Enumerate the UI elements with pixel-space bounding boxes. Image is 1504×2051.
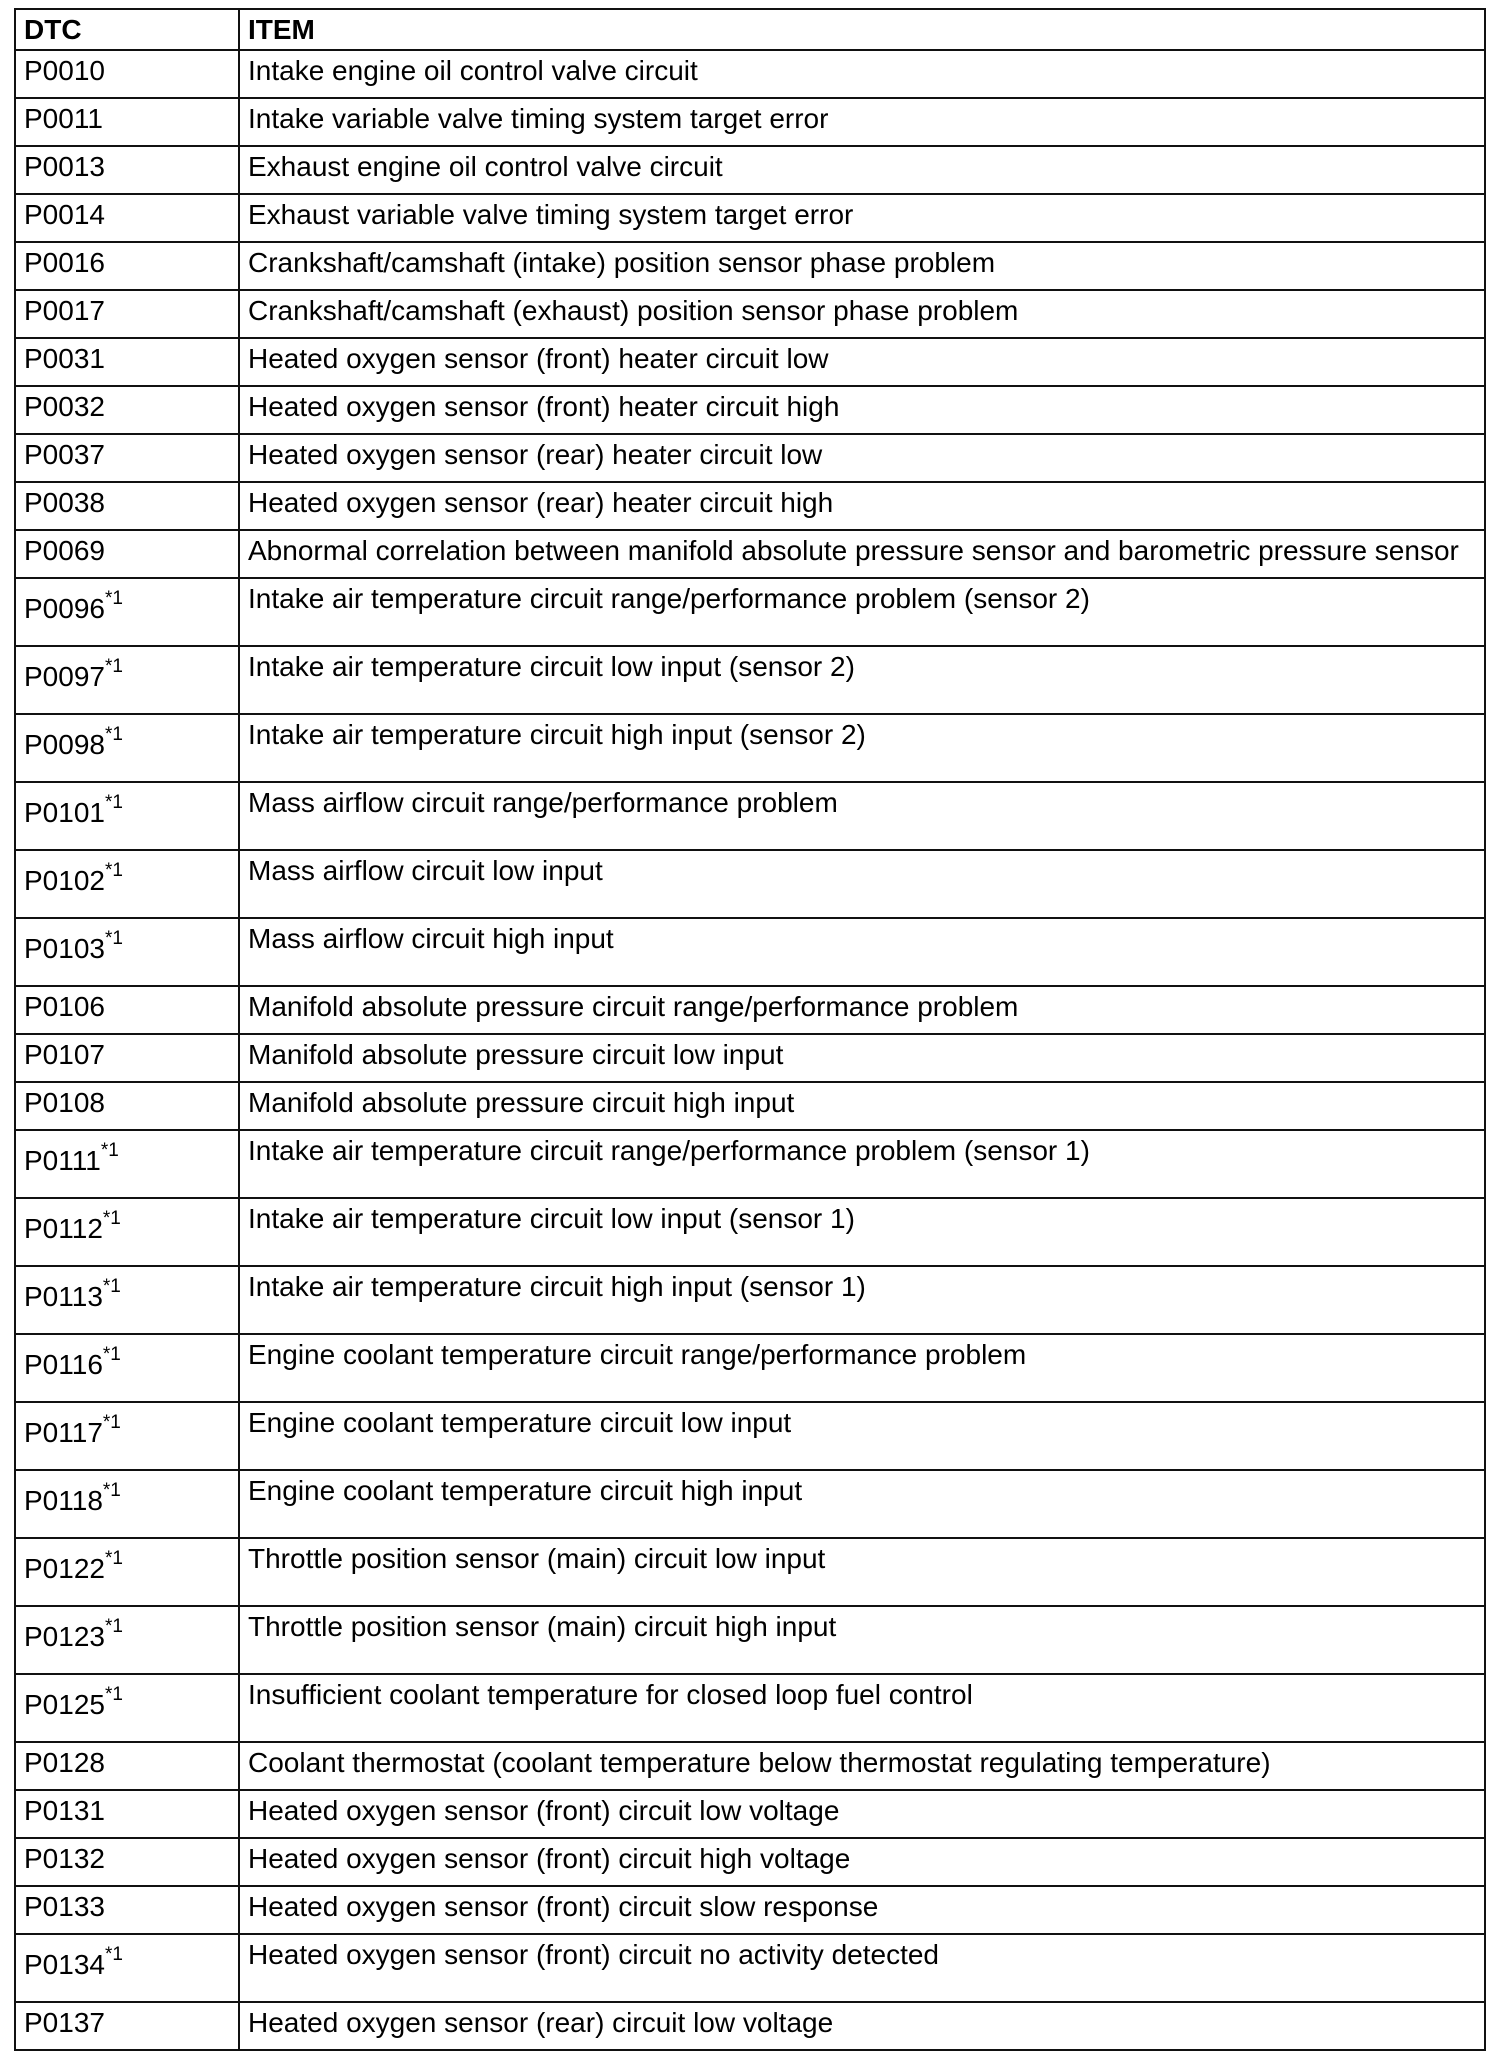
- dtc-code: [24, 1747, 105, 1778]
- table-row: [15, 1198, 1485, 1266]
- table-row: [15, 1402, 1485, 1470]
- table-row: [15, 2002, 1485, 2050]
- table-row: [15, 338, 1485, 386]
- dtc-code-text: P0032: [24, 391, 105, 422]
- dtc-code-text: P0038: [24, 487, 105, 518]
- dtc-item-cell: Heated oxygen sensor (front) circuit no activity detected: [239, 1934, 1485, 2002]
- dtc-item-cell: Manifold absolute pressure circuit high input: [239, 1082, 1485, 1130]
- dtc-item-cell: Heated oxygen sensor (rear) heater circuit high: [239, 482, 1485, 530]
- dtc-code-cell: [15, 1606, 239, 1674]
- dtc-code: [24, 1207, 121, 1244]
- dtc-code-text: P0096: [24, 593, 105, 624]
- dtc-code-cell: [15, 986, 239, 1034]
- footnote-marker: *1: [104, 791, 123, 813]
- header-dtc: DTC: [15, 9, 239, 50]
- table-row: [15, 986, 1485, 1034]
- dtc-code: [24, 587, 123, 624]
- dtc-item-cell: Throttle position sensor (main) circuit low input: [239, 1538, 1485, 1606]
- dtc-code: [24, 927, 123, 964]
- dtc-code: [24, 723, 123, 760]
- table-row: [15, 578, 1485, 646]
- dtc-code-cell: [15, 194, 239, 242]
- footnote-marker: *1: [100, 1139, 119, 1161]
- dtc-code-text: P0037: [24, 439, 105, 470]
- footnote-marker: *1: [102, 1275, 121, 1297]
- footnote-marker: *1: [104, 1547, 123, 1569]
- dtc-code-text: P0118: [24, 1485, 103, 1516]
- footnote-marker: *1: [104, 1683, 123, 1705]
- table-row: [15, 1886, 1485, 1934]
- dtc-code-cell: [15, 242, 239, 290]
- dtc-code-cell: [15, 1470, 239, 1538]
- dtc-code: [24, 1139, 119, 1176]
- dtc-code: [24, 391, 105, 422]
- dtc-code-cell: [15, 146, 239, 194]
- header-row: [15, 9, 1485, 50]
- dtc-code-text: P0108: [24, 1087, 105, 1118]
- dtc-item-cell: Insufficient coolant temperature for closed loop fuel control: [239, 1674, 1485, 1742]
- dtc-code-cell: [15, 1838, 239, 1886]
- footnote-marker: *1: [104, 655, 123, 677]
- dtc-item-cell: Heated oxygen sensor (front) circuit slow response: [239, 1886, 1485, 1934]
- table-row: [15, 1742, 1485, 1790]
- dtc-item-cell: Manifold absolute pressure circuit range/performance problem: [239, 986, 1485, 1034]
- dtc-code: [24, 1087, 105, 1118]
- dtc-code-text: P0016: [24, 247, 105, 278]
- dtc-code-cell: [15, 1886, 239, 1934]
- dtc-item-cell: Heated oxygen sensor (front) circuit high voltage: [239, 1838, 1485, 1886]
- dtc-item-cell: Abnormal correlation between manifold absolute pressure sensor and barometric pressure sensor: [239, 530, 1485, 578]
- table-row: [15, 530, 1485, 578]
- dtc-code-text: P0116: [24, 1349, 103, 1380]
- footnote-marker: *1: [102, 1207, 121, 1229]
- dtc-item-cell: Engine coolant temperature circuit high input: [239, 1470, 1485, 1538]
- dtc-item-cell: Engine coolant temperature circuit low input: [239, 1402, 1485, 1470]
- dtc-code-cell: [15, 290, 239, 338]
- header-item: ITEM: [239, 9, 1485, 50]
- dtc-code-text: P0011: [24, 103, 103, 134]
- dtc-code-cell: [15, 1674, 239, 1742]
- table-row: [15, 782, 1485, 850]
- dtc-code: [24, 859, 123, 896]
- dtc-code-text: P0111: [24, 1145, 101, 1176]
- dtc-code-text: P0137: [24, 2007, 105, 2038]
- dtc-item-cell: Intake engine oil control valve circuit: [239, 50, 1485, 98]
- dtc-code-cell: [15, 98, 239, 146]
- dtc-code: [24, 1943, 123, 1980]
- dtc-item-cell: Exhaust engine oil control valve circuit: [239, 146, 1485, 194]
- dtc-code-cell: [15, 530, 239, 578]
- dtc-item-cell: Crankshaft/camshaft (exhaust) position sensor phase problem: [239, 290, 1485, 338]
- table-row: [15, 194, 1485, 242]
- dtc-code: [24, 343, 105, 374]
- dtc-code-text: P0031: [24, 343, 105, 374]
- dtc-code: [24, 1039, 105, 1070]
- dtc-code-cell: [15, 578, 239, 646]
- dtc-code-text: P0131: [24, 1795, 105, 1826]
- footnote-marker: *1: [104, 1615, 123, 1637]
- dtc-item-cell: Mass airflow circuit high input: [239, 918, 1485, 986]
- dtc-code: [24, 2007, 105, 2038]
- dtc-code-cell: [15, 918, 239, 986]
- footnote-marker: *1: [102, 1343, 121, 1365]
- dtc-table: [14, 8, 1486, 2051]
- footnote-marker: *1: [102, 1479, 121, 1501]
- dtc-code-cell: [15, 782, 239, 850]
- dtc-code-text: P0017: [24, 295, 105, 326]
- dtc-code-cell: [15, 434, 239, 482]
- table-row: [15, 1538, 1485, 1606]
- dtc-item-cell: Crankshaft/camshaft (intake) position sensor phase problem: [239, 242, 1485, 290]
- dtc-code: [24, 535, 105, 566]
- dtc-code-cell: [15, 714, 239, 782]
- dtc-code-text: P0133: [24, 1891, 105, 1922]
- dtc-code-cell: [15, 1082, 239, 1130]
- table-row: [15, 1606, 1485, 1674]
- dtc-item-cell: Heated oxygen sensor (front) heater circuit low: [239, 338, 1485, 386]
- dtc-item-cell: Intake air temperature circuit high input (sensor 2): [239, 714, 1485, 782]
- dtc-code: [24, 791, 123, 828]
- dtc-code: [24, 991, 105, 1022]
- dtc-code: [24, 295, 105, 326]
- dtc-code-text: P0069: [24, 535, 105, 566]
- dtc-code-text: P0122: [24, 1553, 105, 1584]
- table-row: [15, 1334, 1485, 1402]
- dtc-code-cell: [15, 1198, 239, 1266]
- table-row: [15, 1034, 1485, 1082]
- dtc-code-text: P0134: [24, 1949, 105, 1980]
- table-row: [15, 386, 1485, 434]
- dtc-code-cell: [15, 1538, 239, 1606]
- footnote-marker: *1: [104, 927, 123, 949]
- dtc-item-cell: Intake air temperature circuit low input (sensor 2): [239, 646, 1485, 714]
- dtc-item-cell: Intake air temperature circuit range/performance problem (sensor 1): [239, 1130, 1485, 1198]
- dtc-code-text: P0106: [24, 991, 105, 1022]
- dtc-code-cell: [15, 1266, 239, 1334]
- footnote-marker: *1: [104, 587, 123, 609]
- dtc-code: [24, 1843, 105, 1874]
- dtc-code-text: P0097: [24, 661, 105, 692]
- table-row: [15, 1082, 1485, 1130]
- dtc-item-cell: Heated oxygen sensor (front) circuit low voltage: [239, 1790, 1485, 1838]
- dtc-item-cell: Heated oxygen sensor (rear) circuit low voltage: [239, 2002, 1485, 2050]
- table-row: [15, 1470, 1485, 1538]
- dtc-code: [24, 55, 105, 86]
- dtc-item-cell: Throttle position sensor (main) circuit high input: [239, 1606, 1485, 1674]
- dtc-item-cell: Mass airflow circuit range/performance problem: [239, 782, 1485, 850]
- table-row: [15, 1266, 1485, 1334]
- dtc-code-text: P0013: [24, 151, 105, 182]
- dtc-code-text: P0107: [24, 1039, 105, 1070]
- footnote-marker: *1: [104, 723, 123, 745]
- table-row: [15, 50, 1485, 98]
- dtc-code: [24, 1275, 121, 1312]
- dtc-code-text: P0010: [24, 55, 105, 86]
- dtc-code-text: P0125: [24, 1689, 105, 1720]
- dtc-item-cell: Intake air temperature circuit high input (sensor 1): [239, 1266, 1485, 1334]
- dtc-code-text: P0014: [24, 199, 105, 230]
- table-row: [15, 714, 1485, 782]
- table-row: [15, 1674, 1485, 1742]
- dtc-item-cell: Mass airflow circuit low input: [239, 850, 1485, 918]
- dtc-code-text: P0128: [24, 1747, 105, 1778]
- dtc-code-cell: [15, 50, 239, 98]
- dtc-code: [24, 1343, 121, 1380]
- dtc-code: [24, 1683, 123, 1720]
- dtc-code: [24, 439, 105, 470]
- table-row: [15, 850, 1485, 918]
- dtc-item-cell: Intake air temperature circuit low input (sensor 1): [239, 1198, 1485, 1266]
- table-row: [15, 146, 1485, 194]
- dtc-item-cell: Heated oxygen sensor (rear) heater circuit low: [239, 434, 1485, 482]
- table-row: [15, 1130, 1485, 1198]
- dtc-item-cell: Intake air temperature circuit range/performance problem (sensor 2): [239, 578, 1485, 646]
- table-row: [15, 918, 1485, 986]
- dtc-item-cell: Exhaust variable valve timing system target error: [239, 194, 1485, 242]
- dtc-code: [24, 247, 105, 278]
- dtc-item-cell: Manifold absolute pressure circuit low input: [239, 1034, 1485, 1082]
- dtc-code: [24, 655, 123, 692]
- table-row: [15, 98, 1485, 146]
- table-row: [15, 434, 1485, 482]
- dtc-code: [24, 1479, 121, 1516]
- footnote-marker: *1: [104, 1943, 123, 1965]
- dtc-code: [24, 1795, 105, 1826]
- dtc-code-cell: [15, 1402, 239, 1470]
- table-row: [15, 1934, 1485, 2002]
- table-row: [15, 1838, 1485, 1886]
- dtc-code: [24, 1411, 121, 1448]
- table-row: [15, 242, 1485, 290]
- dtc-code-text: P0098: [24, 729, 105, 760]
- dtc-code-text: P0102: [24, 865, 105, 896]
- dtc-code-text: P0113: [24, 1281, 103, 1312]
- footnote-marker: *1: [104, 859, 123, 881]
- dtc-code-text: P0101: [24, 797, 105, 828]
- dtc-code-text: P0103: [24, 933, 105, 964]
- dtc-code-text: P0117: [24, 1417, 103, 1448]
- dtc-code-cell: [15, 1130, 239, 1198]
- table-row: [15, 290, 1485, 338]
- dtc-code-cell: [15, 386, 239, 434]
- dtc-code-text: P0123: [24, 1621, 105, 1652]
- dtc-code-cell: [15, 482, 239, 530]
- footnote-marker: *1: [102, 1411, 121, 1433]
- table-row: [15, 482, 1485, 530]
- dtc-code-cell: [15, 1334, 239, 1402]
- dtc-item-cell: Intake variable valve timing system target error: [239, 98, 1485, 146]
- dtc-item-cell: Engine coolant temperature circuit range/performance problem: [239, 1334, 1485, 1402]
- table-row: [15, 1790, 1485, 1838]
- dtc-code-cell: [15, 1934, 239, 2002]
- dtc-code-cell: [15, 2002, 239, 2050]
- dtc-code-cell: [15, 1742, 239, 1790]
- dtc-code-cell: [15, 338, 239, 386]
- table-body: [15, 50, 1485, 2050]
- dtc-code: [24, 487, 105, 518]
- dtc-code: [24, 103, 103, 134]
- dtc-code: [24, 1547, 123, 1584]
- dtc-code-cell: [15, 1034, 239, 1082]
- dtc-code-cell: [15, 646, 239, 714]
- dtc-code: [24, 199, 105, 230]
- dtc-code-cell: [15, 850, 239, 918]
- dtc-code-cell: [15, 1790, 239, 1838]
- dtc-code: [24, 1615, 123, 1652]
- dtc-item-cell: Coolant thermostat (coolant temperature below thermostat regulating temperature): [239, 1742, 1485, 1790]
- dtc-item-cell: Heated oxygen sensor (front) heater circuit high: [239, 386, 1485, 434]
- dtc-code: [24, 151, 105, 182]
- table-row: [15, 646, 1485, 714]
- dtc-code-text: P0112: [24, 1213, 103, 1244]
- dtc-code-text: P0132: [24, 1843, 105, 1874]
